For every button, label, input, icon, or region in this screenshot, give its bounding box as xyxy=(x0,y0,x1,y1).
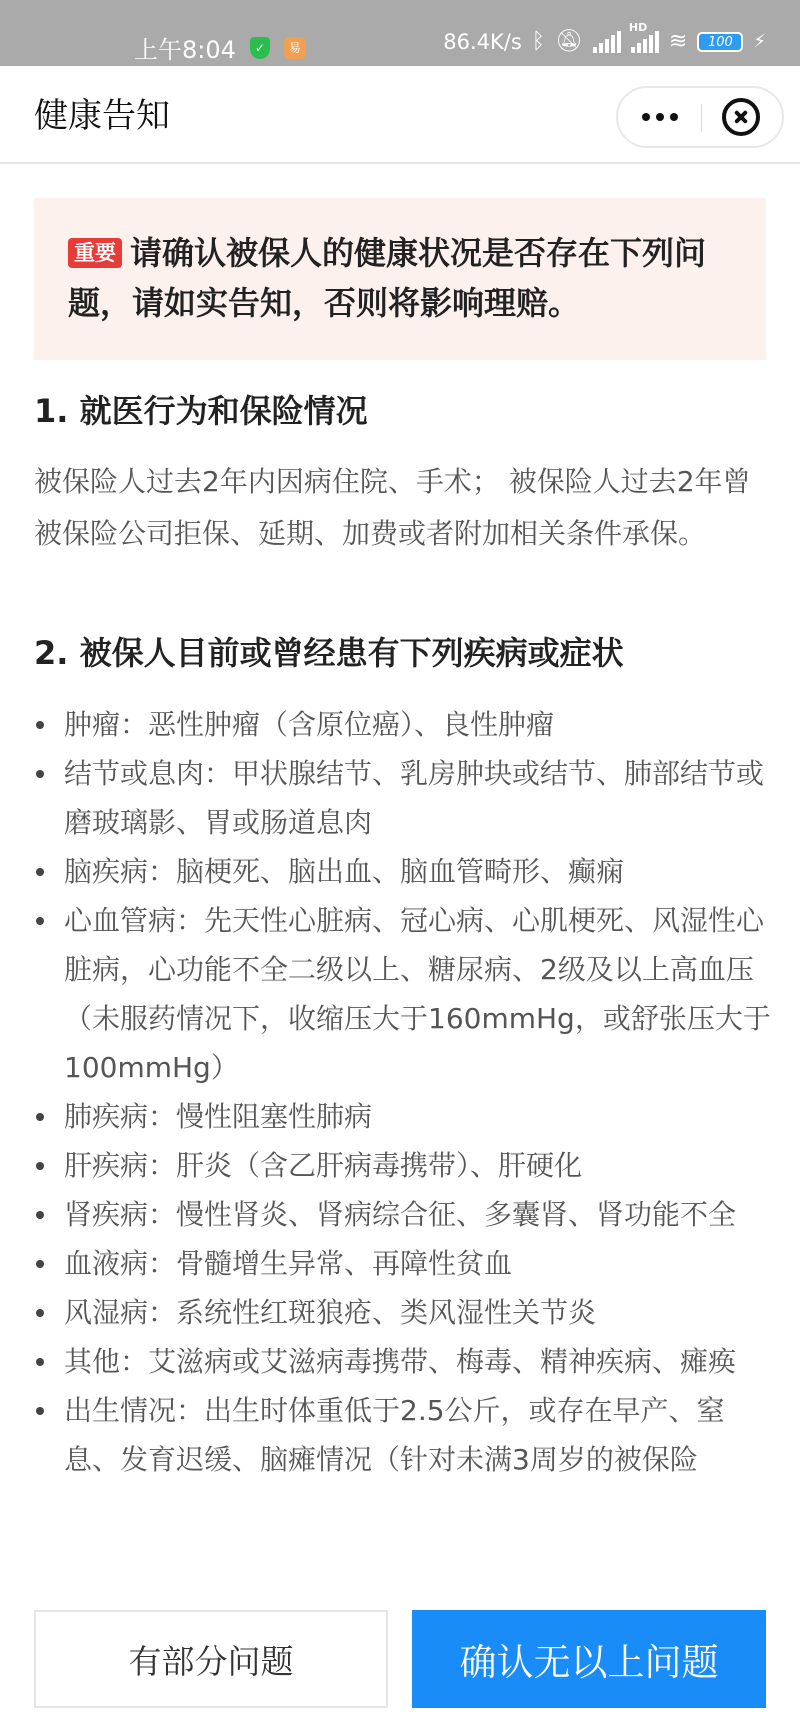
list-item: 其他：艾滋病或艾滋病毒携带、梅毒、精神疾病、瘫痪 xyxy=(34,1337,774,1386)
has-some-issues-button[interactable]: 有部分问题 xyxy=(34,1610,388,1708)
list-item: 心血管病：先天性心脏病、冠心病、心肌梗死、风湿性心脏病，心功能不全二级以上、糖尿病、2级及以上高血压（未服药情况下，收缩压大于160mmHg，或舒张压大于100mmHg） xyxy=(34,896,774,1092)
list-item: 脑疾病：脑梗死、脑出血、脑血管畸形、癫痫 xyxy=(34,847,774,896)
notice-text-block xyxy=(68,228,758,328)
network-speed: 86.4K/s xyxy=(443,30,522,54)
bottom-action-bar xyxy=(0,1575,800,1733)
mute-bell-icon: 🔕︎ xyxy=(554,29,583,54)
confirm-no-issues-button[interactable]: 确认无以上问题 xyxy=(412,1610,766,1708)
important-badge: 重要 xyxy=(68,238,122,268)
page-title: 健康告知 xyxy=(34,96,170,136)
capsule-divider xyxy=(701,104,702,132)
section-2-title: 2. 被保人目前或曾经患有下列疾病或症状 xyxy=(34,634,624,672)
list-item: 肿瘤：恶性肿瘤（含原位癌）、良性肿瘤 xyxy=(34,700,774,749)
list-item: 风湿病：系统性红斑狼疮、类风湿性关节炎 xyxy=(34,1288,774,1337)
hd-label: HD xyxy=(628,21,648,34)
signal-icon xyxy=(593,31,621,53)
notice-text: 请确认被保人的健康状况是否存在下列问题，请如实告知，否则将影响理赔。 xyxy=(68,234,707,322)
status-bar-right xyxy=(443,21,766,54)
section-1-body: 被保险人过去2年内因病住院、手术； 被保险人过去2年曾被保险公司拒保、延期、加费或者附加相关条件承保。 xyxy=(34,465,751,550)
section-1-title: 1. 就医行为和保险情况 xyxy=(34,392,368,430)
wifi-icon: ≋ xyxy=(668,29,688,54)
nav-bar xyxy=(0,66,800,164)
more-options-icon[interactable] xyxy=(618,88,701,146)
charging-icon: ⚡︎ xyxy=(753,31,766,52)
bluetooth-icon: ᛒ xyxy=(531,29,545,54)
shield-icon: ✓ xyxy=(250,37,270,59)
list-item: 出生情况：出生时体重低于2.5公斤，或存在早产、窒息、发育迟缓、脑瘫情况（针对未满3周岁的被保险 xyxy=(34,1386,774,1484)
disease-list xyxy=(34,700,774,1484)
list-item: 肝疾病：肝炎（含乙肝病毒携带）、肝硬化 xyxy=(34,1141,774,1190)
list-item: 肾疾病：慢性肾炎、肾病综合征、多囊肾、肾功能不全 xyxy=(34,1190,774,1239)
status-bar-left xyxy=(134,30,306,65)
status-bar xyxy=(0,0,800,66)
app-notification-icon: 易 xyxy=(284,37,306,59)
battery-icon xyxy=(697,32,743,52)
list-item: 肺疾病：慢性阻塞性肺病 xyxy=(34,1092,774,1141)
list-item: 血液病：骨髓增生异常、再障性贫血 xyxy=(34,1239,774,1288)
mini-program-capsule xyxy=(616,86,784,148)
status-time: 上午8:04 xyxy=(134,36,236,64)
important-notice xyxy=(34,198,766,360)
list-item: 结节或息肉：甲状腺结节、乳房肿块或结节、肺部结节或磨玻璃影、胃或肠道息肉 xyxy=(34,749,774,847)
battery-level: 100 xyxy=(707,34,733,50)
hd-signal-icon xyxy=(628,21,659,53)
close-icon[interactable] xyxy=(722,98,760,136)
